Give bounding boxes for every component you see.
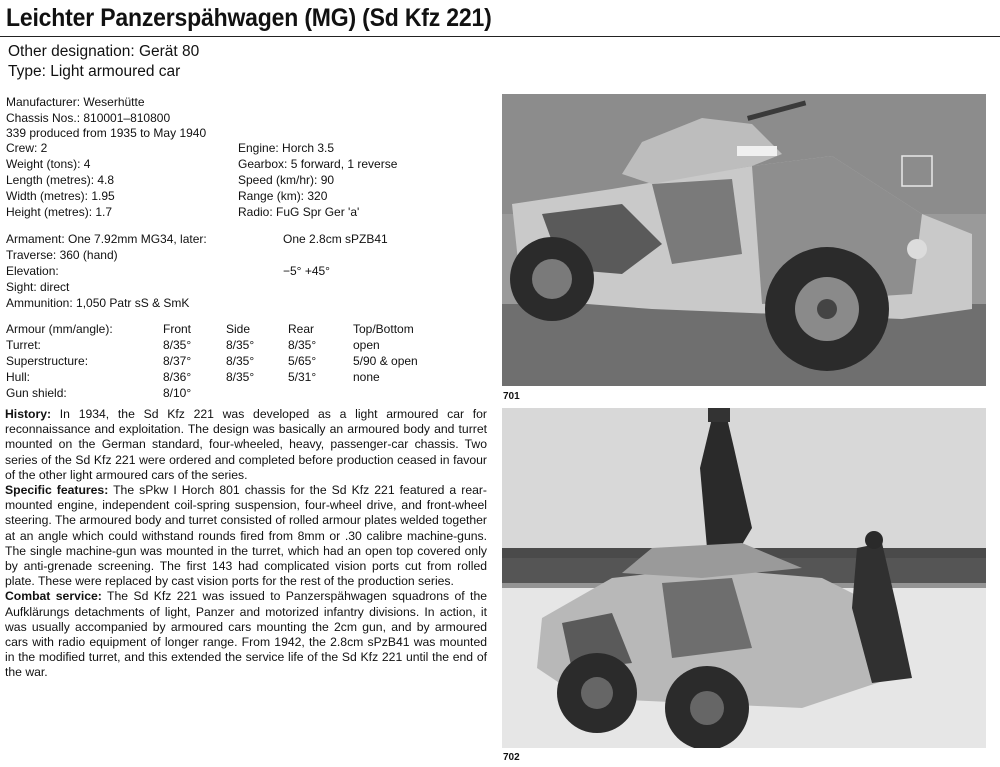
title-rule bbox=[0, 36, 1000, 37]
other-designation: Other designation: Gerät 80 bbox=[8, 43, 200, 60]
spec-length: Length (metres): 4.8 bbox=[6, 173, 115, 187]
history-text: In 1934, the Sd Kfz 221 was developed as a light armoured car for reconnaissance and exploitation. The design was basically an armoured body and turret mounted on the German standard, four-wheeled, heavy, passenger-car chassis. Two series of the Sd Kfz 221 were ordered and completed before production ceased in favour of the other light armoured cars of the series. bbox=[5, 407, 487, 482]
page-title: Leichter Panzerspähwagen (MG) (Sd Kfz 221) bbox=[6, 4, 492, 32]
armour-cell: 8/37° bbox=[163, 354, 192, 368]
armour-row-label: Hull: bbox=[6, 370, 31, 384]
armament-traverse: Traverse: 360 (hand) bbox=[6, 248, 118, 262]
spec-crew: Crew: 2 bbox=[6, 141, 48, 155]
armour-cell: 8/10° bbox=[163, 386, 192, 400]
combat-text: The Sd Kfz 221 was issued to Panzerspähwagen squadrons of the Aufklärungs detachments of light, Panzer and motorized infantry divisions. In action, it was usually accompanied by armoured cars mounting the 2cm gun, and by armoured cars with radio equipment of longer range. From 1942, the 2.8cm sPzB41 was mounted in the modified turret, and this extended the service life of the Sd Kfz 221 until the end of the war. bbox=[5, 589, 487, 680]
armour-cell: 8/35° bbox=[288, 338, 317, 352]
armament-main: Armament: One 7.92mm MG34, later: bbox=[6, 232, 207, 246]
armour-cell: 8/36° bbox=[163, 370, 192, 384]
spec-range: Range (km): 320 bbox=[238, 189, 328, 203]
spec-height: Height (metres): 1.7 bbox=[6, 205, 113, 219]
combat-paragraph bbox=[5, 589, 487, 680]
armour-cell: 8/35° bbox=[226, 370, 255, 384]
history-label: History: bbox=[5, 407, 52, 421]
armour-header-side: Side bbox=[226, 322, 251, 336]
armour-cell: open bbox=[353, 338, 380, 352]
photo-armoured-car-side bbox=[502, 94, 986, 386]
production-count: 339 produced from 1935 to May 1940 bbox=[6, 126, 207, 140]
spec-width: Width (metres): 1.95 bbox=[6, 189, 115, 203]
armour-row-label: Superstructure: bbox=[6, 354, 89, 368]
spec-gearbox: Gearbox: 5 forward, 1 reverse bbox=[238, 157, 398, 171]
photo-caption-702: 702 bbox=[503, 752, 520, 763]
armour-header-label: Armour (mm/angle): bbox=[6, 322, 113, 336]
armament-sight: Sight: direct bbox=[6, 280, 70, 294]
armour-row-label: Gun shield: bbox=[6, 386, 67, 400]
armament-elevation: Elevation: bbox=[6, 264, 59, 278]
armour-header-rear: Rear bbox=[288, 322, 315, 336]
combat-label: Combat service: bbox=[5, 589, 102, 604]
history-paragraph bbox=[5, 407, 487, 483]
spec-weight: Weight (tons): 4 bbox=[6, 157, 91, 171]
armour-cell: 5/31° bbox=[288, 370, 317, 384]
armour-cell: 8/35° bbox=[163, 338, 192, 352]
features-label: Specific features: bbox=[5, 483, 109, 498]
armament-elevation-range: −5° +45° bbox=[283, 264, 330, 278]
body-text bbox=[5, 407, 487, 681]
armour-header-front: Front bbox=[163, 322, 192, 336]
armament-ammunition: Ammunition: 1,050 Patr sS & SmK bbox=[6, 296, 190, 310]
armament-later: One 2.8cm sPZB41 bbox=[283, 232, 388, 246]
features-paragraph bbox=[5, 483, 487, 589]
armour-cell: 8/35° bbox=[226, 354, 255, 368]
armour-row-label: Turret: bbox=[6, 338, 41, 352]
armour-header-top: Top/Bottom bbox=[353, 322, 414, 336]
features-text: The sPkw I Horch 801 chassis for the Sd Kfz 221 featured a rear-mounted engine, independent coil-spring suspension, four-wheel drive, and front-wheel steering. The armoured body and turret consisted of rolled armour plates welded together at an angle which could withstand rounds fired from 8mm or .30 calibre machine-guns. The single machine-gun was mounted in the turret, which had an open top covered only by anti-grenade screening. The first 143 had complicated vision ports cut from rolled plate. These were replaced by cast vision ports for the rest of the production series. bbox=[5, 483, 487, 589]
chassis-numbers: Chassis Nos.: 810001–810800 bbox=[6, 111, 171, 125]
armour-cell: none bbox=[353, 370, 380, 384]
spec-radio: Radio: FuG Spr Ger 'a' bbox=[238, 205, 360, 219]
photo-armoured-car-snow bbox=[502, 408, 986, 748]
armour-cell: 5/65° bbox=[288, 354, 317, 368]
armour-cell: 5/90 & open bbox=[353, 354, 418, 368]
armour-cell: 8/35° bbox=[226, 338, 255, 352]
vehicle-type: Type: Light armoured car bbox=[8, 63, 181, 80]
spec-speed: Speed (km/hr): 90 bbox=[238, 173, 335, 187]
photo-caption-701: 701 bbox=[503, 391, 520, 402]
armoured-car-illustration bbox=[502, 94, 986, 386]
snow-scene-illustration bbox=[502, 408, 986, 748]
spec-engine: Engine: Horch 3.5 bbox=[238, 141, 335, 155]
manufacturer: Manufacturer: Weserhütte bbox=[6, 95, 145, 109]
